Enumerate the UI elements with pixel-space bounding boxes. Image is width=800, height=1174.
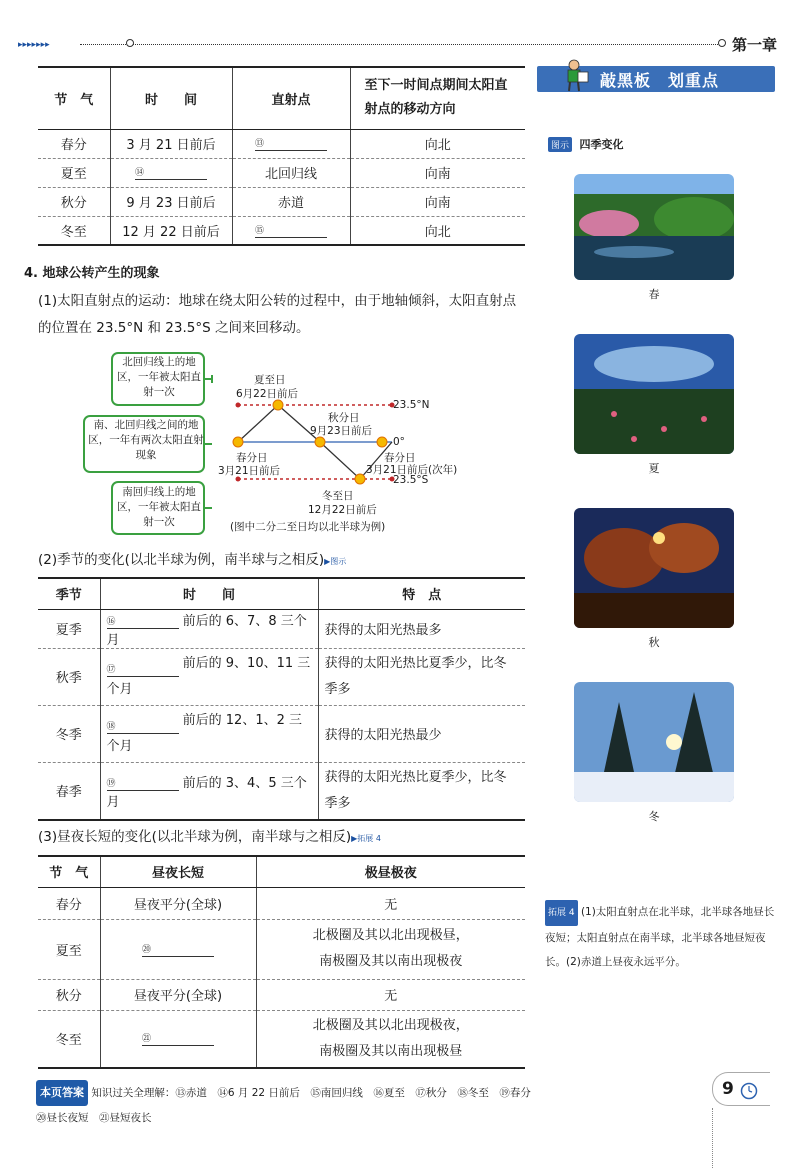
- table-cell: ⑲ 前后的 3、4、5 三个月: [100, 762, 318, 820]
- table-cell: 获得的太阳光热最多: [318, 609, 525, 648]
- extension-note: [545, 900, 775, 974]
- page-number: 9: [722, 1079, 734, 1099]
- section-heading: [38, 548, 346, 568]
- answer-blank: ⑭: [110, 158, 232, 187]
- answers-line: 知识过关全理解：⑬赤道 ⑭6 月 22 日前后 ⑮南回归线 ⑯夏至 ⑰秋分 ⑱冬至 ⑲春分: [91, 1087, 531, 1099]
- answers-tag: 本页答案: [36, 1080, 88, 1106]
- table-cell: 夏至: [38, 919, 100, 979]
- footer-anchor: [34, 1069, 35, 1070]
- figure-heading: [548, 136, 624, 152]
- figure-title: 四季变化: [579, 138, 624, 151]
- box2-text: 南、北回归线之间的地区，一年有两次太阳直射现象: [88, 419, 204, 461]
- table-cell: 向南: [350, 187, 525, 216]
- sun-marker: [233, 437, 243, 447]
- figure-link[interactable]: ▶图示: [324, 557, 347, 566]
- teacher-icon: [560, 58, 590, 92]
- table-cell: 无: [256, 887, 525, 919]
- table-cell: ⑱ 前后的 12、1、2 三个月: [100, 705, 318, 762]
- table-cell: 12 月 22 日前后: [110, 216, 232, 245]
- table-cell: 无: [256, 979, 525, 1010]
- season-table: [38, 577, 525, 821]
- sun-marker: [315, 437, 325, 447]
- table-header: 特 点: [318, 578, 525, 609]
- extension-link[interactable]: ▶拓展 4: [351, 834, 381, 843]
- footer-rule: [712, 1108, 713, 1168]
- summer-photo: [574, 334, 734, 454]
- table-cell: 3 月 21 日前后: [110, 129, 232, 158]
- section-heading: [38, 825, 381, 845]
- section-title: (2)季节的变化(以北半球为例，南半球与之相反): [38, 552, 325, 568]
- table-cell: 向北: [350, 216, 525, 245]
- table-cell: ⑰ 前后的 9、10、11 三个月: [100, 648, 318, 705]
- section-title: 4. 地球公转产生的现象: [24, 266, 160, 281]
- spring-label: 春分日: [236, 452, 268, 464]
- photo-caption: 夏: [648, 462, 660, 475]
- photo-caption: 春: [648, 288, 660, 301]
- table-header: 时 间: [100, 578, 318, 609]
- diagram-note: (图中二分二至日均以北半球为例): [230, 521, 386, 533]
- table-cell: 秋季: [38, 648, 100, 705]
- sun-marker: [355, 474, 365, 484]
- table-cell: 春分: [38, 887, 100, 919]
- answers-line: ⑳昼长夜短 ㉑昼短夜长: [36, 1112, 152, 1124]
- table-cell: 获得的太阳光热比夏季少，比冬季多: [318, 762, 525, 820]
- table-cell: 冬季: [38, 705, 100, 762]
- banner-title: 敲黑板 划重点: [600, 71, 720, 90]
- table-cell: 北极圈及其以北出现极昼，南极圈及其以南出现极夜: [256, 919, 525, 979]
- table-cell: 向南: [350, 158, 525, 187]
- table-cell: 北极圈及其以北出现极夜，南极圈及其以南出现极昼: [256, 1010, 525, 1068]
- section-title: (3)昼夜长短的变化(以北半球为例，南半球与之相反): [38, 829, 352, 845]
- spring2-label: 春分日: [384, 452, 416, 464]
- photo-caption: 秋: [648, 636, 660, 649]
- table-header: 昼夜长短: [100, 856, 256, 887]
- winter-date: 12月22日前后: [308, 504, 377, 516]
- table-header: 节 气: [38, 67, 110, 129]
- summer-label: 夏至日: [254, 374, 286, 386]
- table-cell: 冬至: [38, 1010, 100, 1068]
- spring-date: 3月21日前后: [218, 465, 281, 477]
- table-cell: 秋分: [38, 187, 110, 216]
- lat-0-label: 0°: [393, 436, 405, 448]
- table-cell: 春季: [38, 762, 100, 820]
- solar-terms-table: [38, 66, 525, 246]
- lat-n-label: 23.5°N: [393, 399, 430, 411]
- answer-blank: ⑳: [100, 919, 256, 979]
- paragraph: (1)太阳直射点的运动：地球在绕太阳公转的过程中，由于地轴倾斜，太阳直射点的位置在 23.5°N 和 23.5°S 之间来回移动。: [38, 293, 517, 336]
- table-header: 直射点: [232, 67, 350, 129]
- header-arrows: ▸▸▸▸▸▸▸: [18, 40, 50, 50]
- table-cell: 获得的太阳光热最少: [318, 705, 525, 762]
- autumn-label: 秋分日: [328, 412, 360, 424]
- photo-caption: 冬: [648, 810, 660, 823]
- table-cell: 秋分: [38, 979, 100, 1010]
- sun-marker: [377, 437, 387, 447]
- day-night-table: [38, 855, 525, 1069]
- table-header: 时 间: [110, 67, 232, 129]
- table-cell: 冬至: [38, 216, 110, 245]
- header-circle: [126, 39, 134, 47]
- autumn-photo: [574, 508, 734, 628]
- lat-s-label: 23.5°S: [393, 474, 429, 486]
- answer-blank: ⑬: [232, 129, 350, 158]
- extension-tag: 拓展 4: [545, 900, 578, 926]
- box3-text: 南回归线上的地区，一年被太阳直射一次: [117, 486, 201, 528]
- table-cell: 昼夜平分(全球): [100, 979, 256, 1010]
- header-rule: [80, 44, 720, 45]
- table-cell: 9 月 23 日前后: [110, 187, 232, 216]
- table-cell: 北回归线: [232, 158, 350, 187]
- table-header: 节 气: [38, 856, 100, 887]
- table-cell: 春分: [38, 129, 110, 158]
- spring2-date: 3月21日前后(次年): [366, 464, 458, 476]
- clock-icon: [740, 1082, 758, 1100]
- header-circle: [718, 39, 726, 47]
- extension-text: (1)太阳直射点在北半球，北半球各地昼长夜短；太阳直射点在南半球，北半球各地昼短夜长。(2)赤道上昼夜永远平分。: [545, 906, 775, 968]
- summer-date: 6月22日前后: [236, 388, 299, 400]
- answer-blank: ㉑: [100, 1010, 256, 1068]
- table-cell: ⑯ 前后的 6、7、8 三个月: [100, 609, 318, 648]
- chapter-title: 第一章: [732, 36, 778, 54]
- answers-footer: [36, 1080, 696, 1130]
- autumn-date: 9月23日前后: [310, 425, 373, 437]
- table-cell: 夏季: [38, 609, 100, 648]
- table-cell: 向北: [350, 129, 525, 158]
- winter-label: 冬至日: [322, 490, 354, 502]
- answer-blank: ⑮: [232, 216, 350, 245]
- spring-photo: [574, 174, 734, 280]
- winter-photo: [574, 682, 734, 802]
- figure-tag: 图示: [548, 137, 572, 152]
- sun-marker: [273, 400, 283, 410]
- table-header: 至下一时间点期间太阳直射点的移动方向: [350, 67, 525, 129]
- table-cell: 昼夜平分(全球): [100, 887, 256, 919]
- table-header: 季节: [38, 578, 100, 609]
- box1-text: 北回归线上的地区，一年被太阳直射一次: [117, 356, 201, 398]
- table-cell: 夏至: [38, 158, 110, 187]
- table-cell: 赤道: [232, 187, 350, 216]
- table-header: 极昼极夜: [256, 856, 525, 887]
- table-cell: 获得的太阳光热比夏季少，比冬季多: [318, 648, 525, 705]
